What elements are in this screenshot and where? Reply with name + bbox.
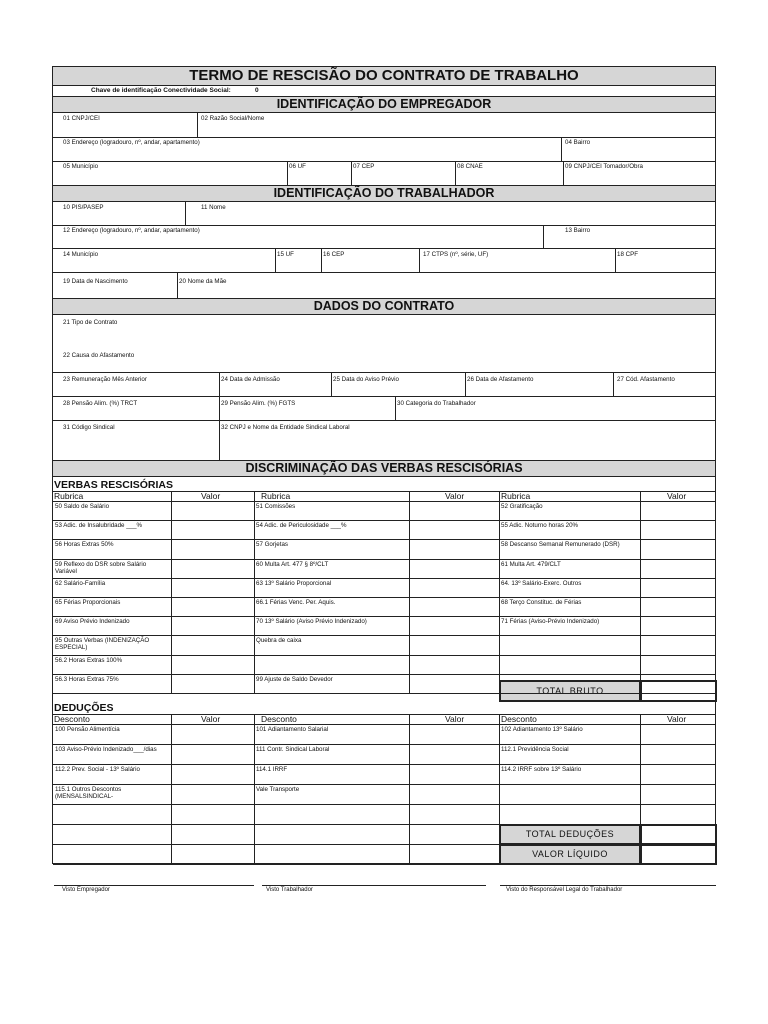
deducoes-value-cell[interactable] xyxy=(640,804,715,824)
verbas-cell: 52 Gratificação xyxy=(501,503,543,510)
deducoes-col-valor-2: Valor xyxy=(445,714,465,724)
field-entidade-sindical[interactable]: 32 CNPJ e Nome da Entidade Sindical Laboral xyxy=(221,424,350,431)
verbas-cell: 65 Férias Proporcionais xyxy=(55,599,121,606)
verbas-value-cell[interactable] xyxy=(171,501,254,520)
form-title: TERMO DE RESCISÃO DO CONTRATO DE TRABALHO xyxy=(53,67,715,86)
verbas-cell: 55 Adic. Noturno horas 20% xyxy=(501,522,579,530)
verbas-cell: 68 Terço Constituc. de Férias xyxy=(501,599,582,606)
deducoes-value-cell[interactable] xyxy=(171,784,254,804)
field-pensao-trct[interactable]: 28 Pensão Alim. (%) TRCT xyxy=(63,400,138,407)
deducoes-col-valor-1: Valor xyxy=(201,714,221,724)
verbas-col-rubrica-2: Rubrica xyxy=(261,491,291,501)
field-pis-pasep[interactable]: 10 PIS/PASEP xyxy=(63,204,104,211)
verbas-col-valor-1: Valor xyxy=(201,491,221,501)
verbas-value-cell[interactable] xyxy=(640,655,715,674)
verbas-subtitle: VERBAS RESCISÓRIAS xyxy=(54,479,174,491)
verbas-cell: 69 Aviso Prévio Indenizado xyxy=(55,618,130,626)
verbas-value-cell[interactable] xyxy=(640,501,715,520)
verbas-value-cell[interactable] xyxy=(640,674,715,693)
field-ctps[interactable]: 17 CTPS (nº, série, UF) xyxy=(423,251,489,258)
field-tipo-contrato[interactable]: 21 Tipo de Contrato xyxy=(63,319,118,326)
field-causa-afastamento[interactable]: 22 Causa do Afastamento xyxy=(63,352,135,359)
deducoes-value-cell[interactable] xyxy=(640,784,715,804)
verbas-cell: 50 Saldo de Salário xyxy=(55,503,110,510)
deducoes-value-cell[interactable] xyxy=(409,804,499,824)
deducoes-cell: 114.1 IRRF xyxy=(256,766,288,773)
verbas-cell: 59 Reflexo do DSR sobre Salário Variável xyxy=(55,560,147,575)
verbas-value-cell[interactable] xyxy=(171,520,254,539)
field-nome-trabalhador[interactable]: 11 Nome xyxy=(201,204,226,211)
field-data-nascimento[interactable]: 19 Data de Nascimento xyxy=(63,278,128,285)
verbas-cell: 70 13º Salário (Aviso Prévio Indenizado) xyxy=(256,618,367,626)
verbas-cell: 54 Adic. de Periculosidade ___% xyxy=(256,522,347,530)
field-municipio-empregador[interactable]: 05 Município xyxy=(63,163,99,170)
verbas-cell: 99 Ajuste de Saldo Devedor xyxy=(256,675,333,683)
verbas-value-cell[interactable] xyxy=(409,597,499,616)
deducoes-value-cell[interactable] xyxy=(409,764,499,784)
field-nome-mae[interactable]: 20 Nome da Mãe xyxy=(179,278,227,285)
verbas-col-rubrica-3: Rubrica xyxy=(501,491,531,501)
valor-liquido-label: VALOR LÍQUIDO xyxy=(499,844,641,865)
verbas-cell: 95 Outras Verbas (INDENIZAÇÃO ESPECIAL) xyxy=(55,637,150,652)
field-cep-trabalhador[interactable]: 16 CEP xyxy=(323,251,345,258)
verbas-value-cell[interactable] xyxy=(409,674,499,693)
worker-header: IDENTIFICAÇÃO DO TRABALHADOR xyxy=(53,185,715,202)
verbas-cell: 61 Multa Art. 479/CLT xyxy=(501,560,561,568)
verbas-header: DISCRIMINAÇÃO DAS VERBAS RESCISÓRIAS xyxy=(53,460,715,477)
field-uf-trabalhador[interactable]: 15 UF xyxy=(277,251,294,258)
deducoes-subtitle: DEDUÇÕES xyxy=(54,702,114,714)
signature-line-empregador xyxy=(54,885,254,886)
verbas-value-cell[interactable] xyxy=(409,655,499,674)
verbas-value-cell[interactable] xyxy=(171,578,254,597)
deducoes-value-cell[interactable] xyxy=(171,824,254,844)
deducoes-cell: 114.2 IRRF sobre 13º Salário xyxy=(501,766,582,773)
employer-header: IDENTIFICAÇÃO DO EMPREGADOR xyxy=(53,96,715,113)
verbas-value-cell[interactable] xyxy=(171,635,254,654)
verbas-value-cell[interactable] xyxy=(640,578,715,597)
field-cnpj-tomador[interactable]: 09 CNPJ/CEI Tomador/Obra xyxy=(565,163,643,170)
signature-line-responsavel xyxy=(500,885,716,886)
verbas-cell: 71 Férias (Aviso-Prévio Indenizado) xyxy=(501,618,600,626)
verbas-col-valor-3: Valor xyxy=(667,491,687,501)
deducoes-value-cell[interactable] xyxy=(171,724,254,744)
total-bruto-label: TOTAL BRUTO xyxy=(499,680,641,702)
deducoes-cell: 101 Adiantamento Salarial xyxy=(256,726,329,733)
field-endereco-trabalhador[interactable]: 12 Endereço (logradouro, nº, andar, apartamento) xyxy=(63,227,200,234)
verbas-value-cell[interactable] xyxy=(640,597,715,616)
field-razao-social[interactable]: 02 Razão Social/Nome xyxy=(201,115,265,122)
verbas-cell: 62 Salário-Família xyxy=(55,579,106,587)
field-cnae[interactable]: 08 CNAE xyxy=(457,163,483,170)
verbas-value-cell[interactable] xyxy=(409,578,499,597)
deducoes-value-cell[interactable] xyxy=(171,764,254,784)
verbas-value-cell[interactable] xyxy=(171,597,254,616)
field-cep-empregador[interactable]: 07 CEP xyxy=(353,163,375,170)
verbas-cell: 56.2 Horas Extras 100% xyxy=(55,656,123,664)
verbas-value-cell[interactable] xyxy=(409,539,499,558)
deducoes-value-cell[interactable] xyxy=(640,824,715,844)
verbas-value-cell[interactable] xyxy=(171,655,254,674)
verbas-value-cell[interactable] xyxy=(640,520,715,539)
key-label: Chave de identificação Conectividade Social: xyxy=(91,87,231,94)
verbas-cell: 63 13º Salário Proporcional xyxy=(256,579,332,587)
verbas-value-cell[interactable] xyxy=(171,616,254,635)
verbas-col-rubrica-1: Rubrica xyxy=(54,491,84,501)
verbas-cell: 53 Adic. de Insalubridade ___% xyxy=(55,522,143,530)
field-uf-empregador[interactable]: 06 UF xyxy=(289,163,306,170)
field-bairro-trabalhador[interactable]: 13 Bairro xyxy=(565,227,591,234)
deducoes-col-desconto-1: Desconto xyxy=(54,714,90,724)
deducoes-cell: 102 Adiantamento 13º Salário xyxy=(501,726,583,733)
deducoes-value-cell[interactable] xyxy=(409,744,499,764)
verbas-cell: 60 Multa Art. 477 § 8º/CLT xyxy=(256,560,329,568)
field-codigo-sindical[interactable]: 31 Código Sindical xyxy=(63,424,115,431)
deducoes-cell: 112.2 Prev. Social - 13º Salário xyxy=(55,766,140,773)
verbas-cell: 57 Gorjetas xyxy=(256,541,288,549)
verbas-value-cell[interactable] xyxy=(640,616,715,635)
field-pensao-fgts[interactable]: 29 Pensão Alim. (%) FGTS xyxy=(221,400,296,407)
field-remuneracao[interactable]: 23 Remuneração Mês Anterior xyxy=(63,376,147,383)
contract-header: DADOS DO CONTRATO xyxy=(53,298,715,315)
deducoes-cell: 112.1 Previdência Social xyxy=(501,746,569,753)
signature-line-trabalhador xyxy=(262,885,486,886)
deducoes-value-cell[interactable] xyxy=(640,744,715,764)
verbas-value-cell[interactable] xyxy=(640,559,715,578)
deducoes-value-cell[interactable] xyxy=(171,744,254,764)
deducoes-cell: 100 Pensão Alimentícia xyxy=(55,726,120,733)
verbas-value-cell[interactable] xyxy=(640,635,715,654)
field-bairro-empregador[interactable]: 04 Bairro xyxy=(565,139,591,146)
field-cnpj-cei[interactable]: 01 CNPJ/CEI xyxy=(63,115,100,122)
field-data-admissao[interactable]: 24 Data de Admissão xyxy=(221,376,280,383)
verbas-col-valor-2: Valor xyxy=(445,491,465,501)
verbas-cell: 51 Comissões xyxy=(256,503,296,510)
verbas-cell: 58 Descanso Semanal Remunerado (DSR) xyxy=(501,541,620,549)
deducoes-col-desconto-2: Desconto xyxy=(261,714,297,724)
verbas-value-cell[interactable] xyxy=(171,539,254,558)
field-cod-afastamento[interactable]: 27 Cód. Afastamento xyxy=(617,376,675,383)
signature-responsavel: Visto do Responsável Legal do Trabalhador xyxy=(506,887,623,893)
verbas-value-cell[interactable] xyxy=(409,559,499,578)
field-cpf[interactable]: 18 CPF xyxy=(617,251,638,258)
field-municipio-trabalhador[interactable]: 14 Município xyxy=(63,251,99,258)
deducoes-col-valor-3: Valor xyxy=(667,714,687,724)
deducoes-value-cell[interactable] xyxy=(640,724,715,744)
verbas-cell: 56 Horas Extras 50% xyxy=(55,541,114,549)
verbas-value-cell[interactable] xyxy=(409,635,499,654)
field-data-aviso[interactable]: 25 Data do Aviso Prévio xyxy=(333,376,399,383)
verbas-value-cell[interactable] xyxy=(409,501,499,520)
key-value: 0 xyxy=(255,87,259,94)
deducoes-cell: 111 Contr. Sindical Laboral xyxy=(256,746,330,753)
deducoes-value-cell[interactable] xyxy=(171,804,254,824)
deducoes-value-cell[interactable] xyxy=(640,844,715,864)
deducoes-value-cell[interactable] xyxy=(640,764,715,784)
deducoes-cell: 103 Aviso-Prévio Indenizado___/dias xyxy=(55,746,157,753)
deducoes-value-cell[interactable] xyxy=(409,844,499,864)
verbas-cell: 64. 13º Salário-Exerc. Outros xyxy=(501,579,582,587)
signature-empregador: Visto Empregador xyxy=(62,887,110,893)
deducoes-cell: 115.1 Outros Descontos (MENSALSINDICAL- xyxy=(55,786,122,800)
field-endereco-empregador[interactable]: 03 Endereço (logradouro, nº, andar, apartamento) xyxy=(63,139,200,146)
deducoes-col-desconto-3: Desconto xyxy=(501,714,537,724)
verbas-cell: 66.1 Férias Venc. Per. Aquis. xyxy=(256,599,336,606)
deducoes-cell: Vale Transporte xyxy=(256,786,300,793)
field-data-afastamento[interactable]: 26 Data de Afastamento xyxy=(467,376,534,383)
deducoes-value-cell[interactable] xyxy=(409,724,499,744)
verbas-value-cell[interactable] xyxy=(640,539,715,558)
total-deducoes-label: TOTAL DEDUÇÕES xyxy=(499,824,641,845)
rescission-form xyxy=(52,66,716,864)
verbas-cell: 56.3 Horas Extras 75% xyxy=(55,675,119,683)
verbas-cell: Quebra de caixa xyxy=(256,637,302,645)
deducoes-value-cell[interactable] xyxy=(409,824,499,844)
signature-trabalhador: Visto Trabalhador xyxy=(266,887,313,893)
deducoes-value-cell[interactable] xyxy=(409,784,499,804)
verbas-value-cell[interactable] xyxy=(171,559,254,578)
verbas-value-cell[interactable] xyxy=(171,674,254,693)
deducoes-value-cell[interactable] xyxy=(171,844,254,864)
field-categoria[interactable]: 30 Categoria do Trabalhador xyxy=(397,400,476,407)
verbas-value-cell[interactable] xyxy=(409,520,499,539)
verbas-value-cell[interactable] xyxy=(409,616,499,635)
